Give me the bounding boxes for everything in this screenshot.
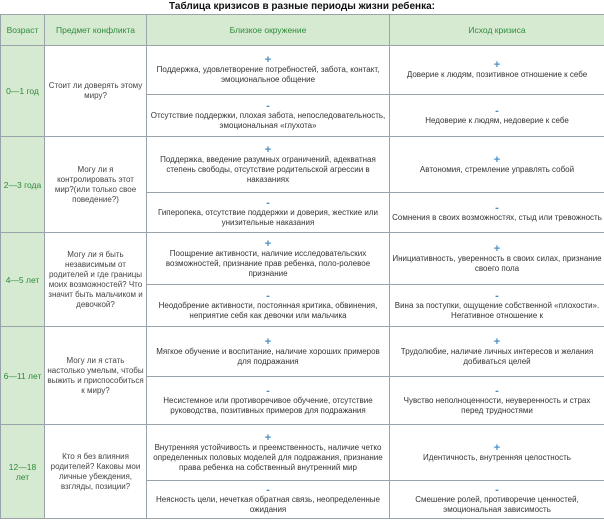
minus-sign: - <box>266 289 270 302</box>
plus-sign: + <box>264 431 272 444</box>
outcome-minus-cell: - Вина за поступки, ощущение собственной «плохости». Негативное отношение к <box>390 285 604 327</box>
age-cell: 0—1 год <box>1 46 45 137</box>
age-cell: 12—18 лет <box>1 425 45 519</box>
env-minus-cell: - Отсутствие поддержки, плохая забота, непоследовательность, эмоциональная «глухота» <box>147 95 390 137</box>
env-minus-cell: - Несистемное или противоречивое обучение, отсутствие руководства, позитивных примеров для подражания <box>147 377 390 425</box>
plus-sign: + <box>264 143 272 156</box>
env-plus-cell: + Поощрение активности, наличие исследовательских возможностей, признание прав ребенка, поло-ролевое признание <box>147 233 390 285</box>
plus-sign: + <box>264 54 272 66</box>
table-row <box>1 137 604 193</box>
header-row <box>1 15 604 46</box>
minus-sign: - <box>495 483 499 496</box>
age-cell: 4—5 лет <box>1 233 45 327</box>
env-plus-cell: + Поддержка, введение разумных ограничений, адекватная степень свободы, отсутствие родительской агрессии в наказаниях <box>147 137 390 193</box>
conflict-cell: Могу ли я контролировать этот мир?(или только свое поведение?) <box>45 137 147 233</box>
outcome-minus-cell: - Смешение ролей, противоречие ценностей, эмоциональная зависимость <box>390 481 604 519</box>
header-env: Близкое окружение <box>147 15 390 46</box>
plus-sign: + <box>264 335 272 348</box>
minus-sign: - <box>495 104 499 117</box>
outcome-minus-cell: - Чувство неполноценности, неуверенность и страх перед трудностями <box>390 377 604 425</box>
plus-sign: + <box>493 242 501 255</box>
outcome-plus-cell: + Доверие к людям, позитивное отношение к себе <box>390 46 604 95</box>
plus-sign: + <box>493 59 501 71</box>
table-title: Таблица кризисов в разные периоды жизни ребенка: <box>169 1 435 12</box>
table-row <box>1 327 604 377</box>
plus-sign: + <box>493 335 501 348</box>
env-minus-cell: - Неодобрение активности, постоянная критика, обвинения, неприятие себя как девочки или мальчика <box>147 285 390 327</box>
minus-sign: - <box>266 384 270 397</box>
outcome-plus-cell: + Трудолюбие, наличие личных интересов и желания добиваться целей <box>390 327 604 377</box>
conflict-cell: Кто я без влияния родителей? Каковы мои личные убеждения, взгляды, позиции? <box>45 425 147 519</box>
outcome-minus-cell: - Недоверие к людям, недоверие к себе <box>390 95 604 137</box>
crisis-table <box>0 14 604 519</box>
table-row <box>1 425 604 481</box>
outcome-minus-cell: - Сомнения в своих возможностях, стыд или тревожность <box>390 193 604 233</box>
header-outcome: Исход кризиса <box>390 15 604 46</box>
table-row <box>1 46 604 95</box>
env-plus-cell: + Мягкое обучение и воспитание, наличие хороших примеров для подражания <box>147 327 390 377</box>
minus-sign: - <box>266 99 270 112</box>
env-minus-cell: - Гиперопека, отсутствие поддержки и доверия, жесткие или унизительные наказания <box>147 193 390 233</box>
table-row <box>1 233 604 285</box>
minus-sign: - <box>495 289 499 302</box>
env-minus-cell: - Неясность цели, нечеткая обратная связь, неопределенные ожидания <box>147 481 390 519</box>
header-age: Возраст <box>1 15 45 46</box>
plus-sign: + <box>493 441 501 454</box>
outcome-plus-cell: + Автономия, стремление управлять собой <box>390 137 604 193</box>
header-conflict: Предмет конфликта <box>45 15 147 46</box>
age-cell: 2—3 года <box>1 137 45 233</box>
minus-sign: - <box>495 384 499 397</box>
age-cell: 6—11 лет <box>1 327 45 425</box>
outcome-plus-cell: + Идентичность, внутренняя целостность <box>390 425 604 481</box>
outcome-plus-cell: + Инициативность, уверенность в своих силах, признание своего пола <box>390 233 604 285</box>
plus-sign: + <box>264 237 272 250</box>
minus-sign: - <box>266 483 270 496</box>
conflict-cell: Могу ли я быть независимым от родителей и где границы моих возможностей? Что значит быть мальчиком и девочкой? <box>45 233 147 327</box>
conflict-cell: Стоит ли доверять этому миру? <box>45 46 147 137</box>
env-plus-cell: + Внутренняя устойчивость и преемственность, наличие четко определенных половых моделей для подражания, признание права ребенка на собственный внутренний мир <box>147 425 390 481</box>
minus-sign: - <box>266 196 270 209</box>
plus-sign: + <box>493 153 501 166</box>
env-plus-cell: + Поддержка, удовлетворение потребностей, забота, контакт, эмоциональное общение <box>147 46 390 95</box>
conflict-cell: Могу ли я стать настолько умелым, чтобы выжить и приспособиться к миру? <box>45 327 147 425</box>
minus-sign: - <box>495 201 499 214</box>
